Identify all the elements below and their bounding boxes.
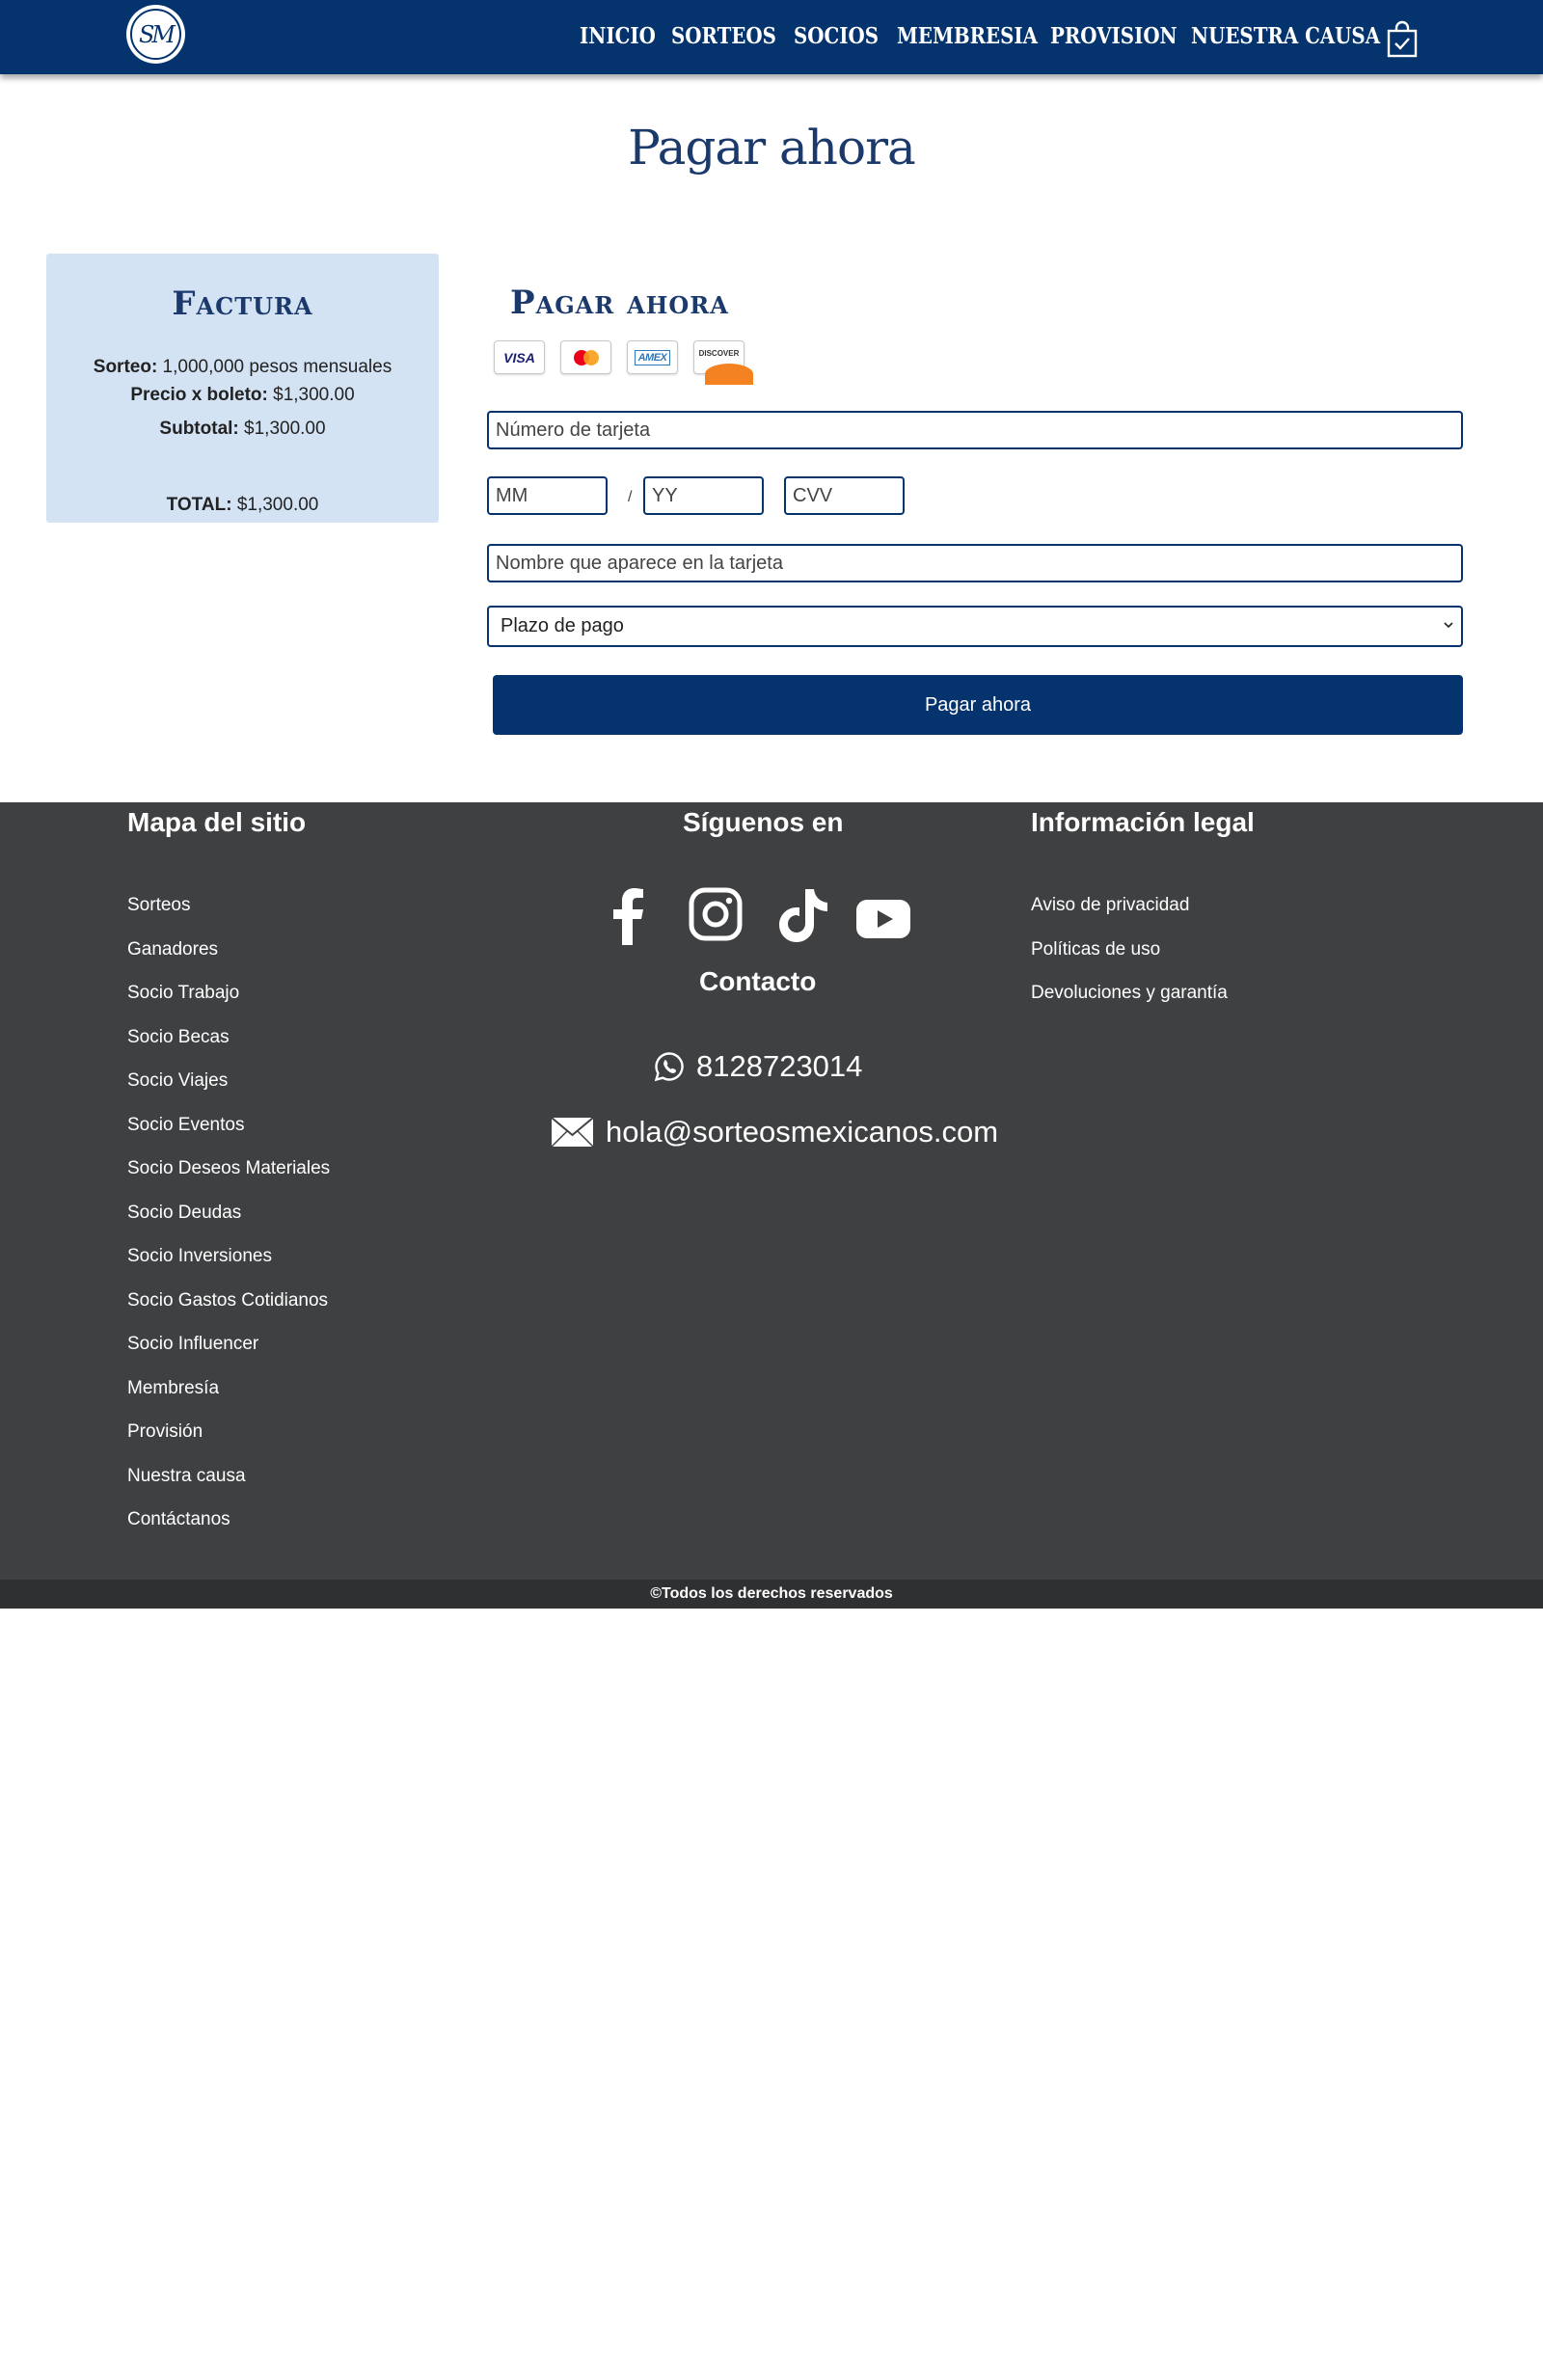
nav-item-nuestra-causa[interactable]: NUESTRA CAUSA	[1191, 23, 1381, 49]
sitemap-link-provision[interactable]: Provisión	[127, 1421, 203, 1442]
discover-card-icon: DISCOVER	[693, 340, 744, 374]
nav-item-socios[interactable]: SOCIOS	[794, 23, 880, 49]
legal-link-aviso-de-privacidad[interactable]: Aviso de privacidad	[1031, 895, 1190, 915]
expiry-separator: /	[628, 489, 633, 505]
nav-item-provision[interactable]: PROVISION	[1050, 23, 1178, 49]
envelope-icon	[551, 1117, 594, 1148]
emails-label: Emails:	[130, 2360, 188, 2379]
contact-title: Contacto	[699, 966, 817, 996]
payment-term-value: Plazo de pago	[501, 615, 624, 636]
sitemap-link-membresia[interactable]: Membresía	[127, 1377, 220, 1398]
sitemap-link-socio-eventos[interactable]: Socio Eventos	[127, 1114, 245, 1135]
sitemap-link-contactanos[interactable]: Contáctanos	[127, 1509, 230, 1529]
legal-link-devoluciones-y-garantia[interactable]: Devoluciones y garantía	[1031, 983, 1228, 1003]
legal-link-politicas-de-uso[interactable]: Políticas de uso	[1031, 938, 1161, 960]
invoice-panel	[46, 254, 439, 523]
nav-item-membresia[interactable]: MEMBRESIA	[897, 23, 1038, 49]
expiry-month-input[interactable]: MM	[487, 476, 608, 515]
contact-phone[interactable]	[654, 1049, 862, 1084]
invoice-total: TOTAL: $1,300.00	[166, 495, 319, 515]
site-logo[interactable]	[126, 5, 185, 64]
visa-card-icon: VISA	[494, 340, 545, 374]
pay-now-button[interactable]: Pagar ahora	[493, 675, 1463, 735]
facebook-icon[interactable]	[609, 887, 647, 945]
accepted-cards	[494, 340, 744, 374]
sitemap-link-socio-deudas[interactable]: Socio Deudas	[127, 1202, 242, 1223]
payment-title: Pagar ahora	[510, 284, 729, 322]
tiktok-icon[interactable]	[779, 887, 829, 943]
invoice-precio: Precio x boleto: $1,300.00	[130, 385, 355, 405]
sitemap-link-socio-viajes[interactable]: Socio Viajes	[127, 1070, 229, 1091]
mastercard-card-icon	[560, 340, 611, 374]
shopping-bag-check-icon[interactable]	[1387, 21, 1418, 58]
sitemap-link-ganadores[interactable]: Ganadores	[127, 938, 219, 960]
sitemap-link-socio-inversiones[interactable]: Socio Inversiones	[127, 1246, 272, 1266]
contact-email[interactable]	[551, 1115, 998, 1149]
legal-title: Información legal	[1031, 807, 1255, 837]
sitemap-link-socio-deseos-materiales[interactable]: Socio Deseos Materiales	[127, 1158, 331, 1178]
expiry-year-input[interactable]: YY	[643, 476, 764, 515]
sitemap-link-socio-gastos-cotidianos[interactable]: Socio Gastos Cotidianos	[127, 1289, 329, 1311]
cvv-input[interactable]: CVV	[784, 476, 905, 515]
instagram-icon[interactable]	[689, 887, 743, 941]
nav-item-sorteos[interactable]: SORTEOS	[671, 23, 776, 49]
copyright-bar: ©Todos los derechos reservados	[0, 1580, 1543, 1609]
email-address: hola@sorteosmexicanos.com	[606, 1115, 999, 1149]
sitemap-link-sorteos[interactable]: Sorteos	[127, 895, 191, 915]
whatsapp-icon	[654, 1051, 685, 1082]
invoice-subtotal: Subtotal: $1,300.00	[159, 419, 326, 439]
chevron-down-icon	[1442, 618, 1455, 632]
youtube-icon[interactable]	[856, 900, 910, 938]
logo-monogram: SM	[130, 9, 181, 60]
nav-item-inicio[interactable]: INICIO	[580, 23, 656, 49]
amex-card-icon: AMEX	[627, 340, 678, 374]
cardholder-name-input[interactable]: Nombre que aparece en la tarjeta	[487, 544, 1463, 582]
sitemap-link-socio-trabajo[interactable]: Socio Trabajo	[127, 983, 240, 1003]
sitemap-link-nuestra-causa[interactable]: Nuestra causa	[127, 1465, 246, 1486]
invoice-sorteo: Sorteo: 1,000,000 pesos mensuales	[93, 357, 393, 377]
sitemap-title: Mapa del sitio	[127, 807, 307, 837]
phone-number: 8128723014	[696, 1049, 863, 1083]
payment-term-select[interactable]	[487, 606, 1463, 647]
social-title: Síguenos en	[683, 807, 844, 837]
site-header	[0, 0, 1543, 74]
sitemap-link-socio-influencer[interactable]: Socio Influencer	[127, 1334, 259, 1354]
invoice-title: Factura	[172, 284, 313, 323]
sitemap-link-socio-becas[interactable]: Socio Becas	[127, 1026, 230, 1047]
card-number-input[interactable]: Número de tarjeta	[487, 411, 1463, 449]
page-title: Pagar ahora	[628, 120, 915, 176]
